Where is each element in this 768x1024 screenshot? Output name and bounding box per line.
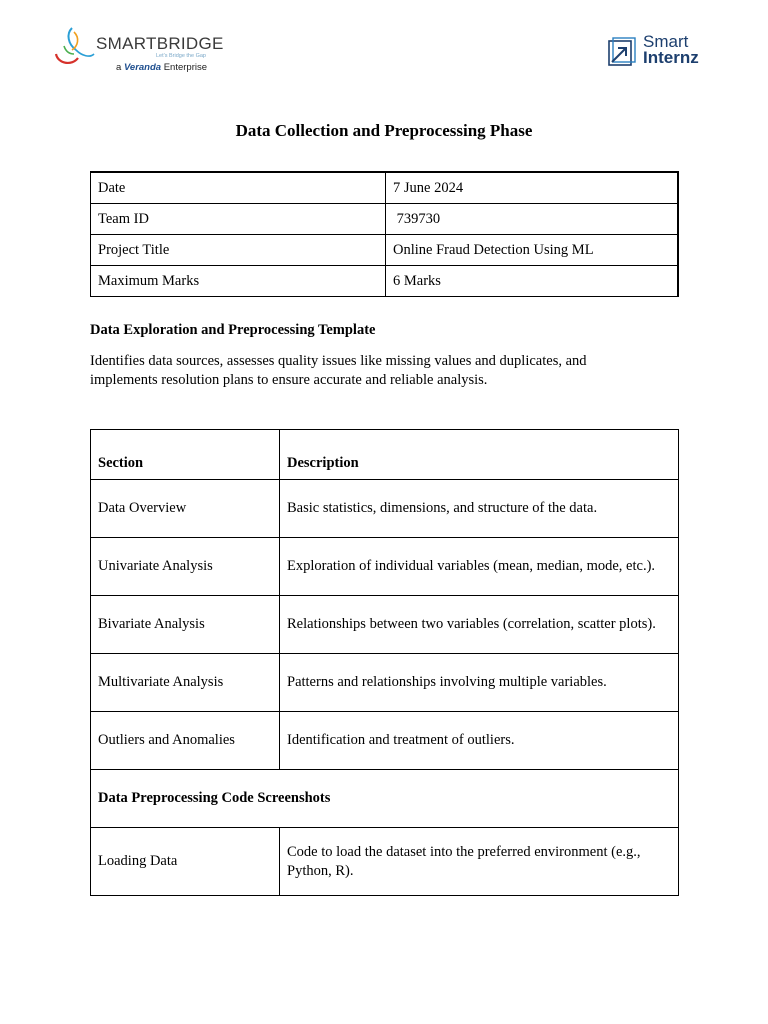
table-row bbox=[91, 654, 679, 712]
section-description: Identifies data sources, assesses quality issues like missing values and duplicates, and implements resolution plans to ensure accurate and reliable analysis. bbox=[90, 353, 587, 388]
meta-label: Project Title bbox=[91, 235, 386, 266]
smartbridge-name: SMARTBRIDGE bbox=[96, 34, 224, 53]
meta-value: Online Fraud Detection Using ML bbox=[386, 235, 679, 266]
row-section: Data Overview bbox=[91, 480, 280, 538]
smartbridge-tagline: Let's Bridge the Gap bbox=[156, 53, 206, 59]
row-description: Identification and treatment of outliers. bbox=[280, 712, 679, 770]
meta-label: Team ID bbox=[91, 204, 386, 235]
meta-value: 6 Marks bbox=[386, 266, 679, 297]
column-header-description: Description bbox=[280, 430, 679, 480]
table-row bbox=[91, 204, 679, 235]
document-title: Data Collection and Preprocessing Phase bbox=[235, 121, 533, 140]
smartbridge-swirl-icon bbox=[52, 24, 96, 74]
table-row bbox=[91, 266, 679, 297]
smartinternz-logo bbox=[606, 34, 716, 74]
meta-label: Date bbox=[91, 172, 386, 204]
row-section: Loading Data bbox=[91, 828, 280, 896]
table-row bbox=[91, 538, 679, 596]
table-header-row bbox=[91, 430, 679, 480]
table-span-row bbox=[91, 770, 679, 828]
table-row bbox=[91, 172, 679, 204]
table-row bbox=[91, 235, 679, 266]
smartinternz-line1: Smart bbox=[643, 32, 689, 51]
smartbridge-logo bbox=[52, 24, 222, 76]
row-section: Outliers and Anomalies bbox=[91, 712, 280, 770]
meta-value: 739730 bbox=[386, 204, 679, 235]
row-description: Exploration of individual variables (mean, median, mode, etc.). bbox=[280, 538, 679, 596]
meta-value: 7 June 2024 bbox=[386, 172, 679, 204]
row-description: Relationships between two variables (correlation, scatter plots). bbox=[280, 596, 679, 654]
smartinternz-arrow-icon bbox=[606, 36, 636, 70]
row-section: Multivariate Analysis bbox=[91, 654, 280, 712]
row-section: Bivariate Analysis bbox=[91, 596, 280, 654]
project-info-table bbox=[90, 171, 679, 297]
row-section: Univariate Analysis bbox=[91, 538, 280, 596]
smartbridge-subline: a Veranda Enterprise bbox=[116, 62, 208, 73]
table-row bbox=[91, 828, 679, 896]
column-header-section: Section bbox=[91, 430, 280, 480]
row-description: Patterns and relationships involving multiple variables. bbox=[280, 654, 679, 712]
exploration-table bbox=[90, 429, 679, 896]
row-description: Basic statistics, dimensions, and structure of the data. bbox=[280, 480, 679, 538]
smartinternz-line2: Internz bbox=[643, 48, 699, 67]
section-heading: Data Exploration and Preprocessing Template bbox=[90, 322, 376, 338]
table-row bbox=[91, 480, 679, 538]
preprocessing-heading: Data Preprocessing Code Screenshots bbox=[91, 770, 679, 828]
meta-label: Maximum Marks bbox=[91, 266, 386, 297]
table-row bbox=[91, 596, 679, 654]
table-row bbox=[91, 712, 679, 770]
row-description: Code to load the dataset into the preferred environment (e.g., Python, R). bbox=[280, 828, 679, 896]
